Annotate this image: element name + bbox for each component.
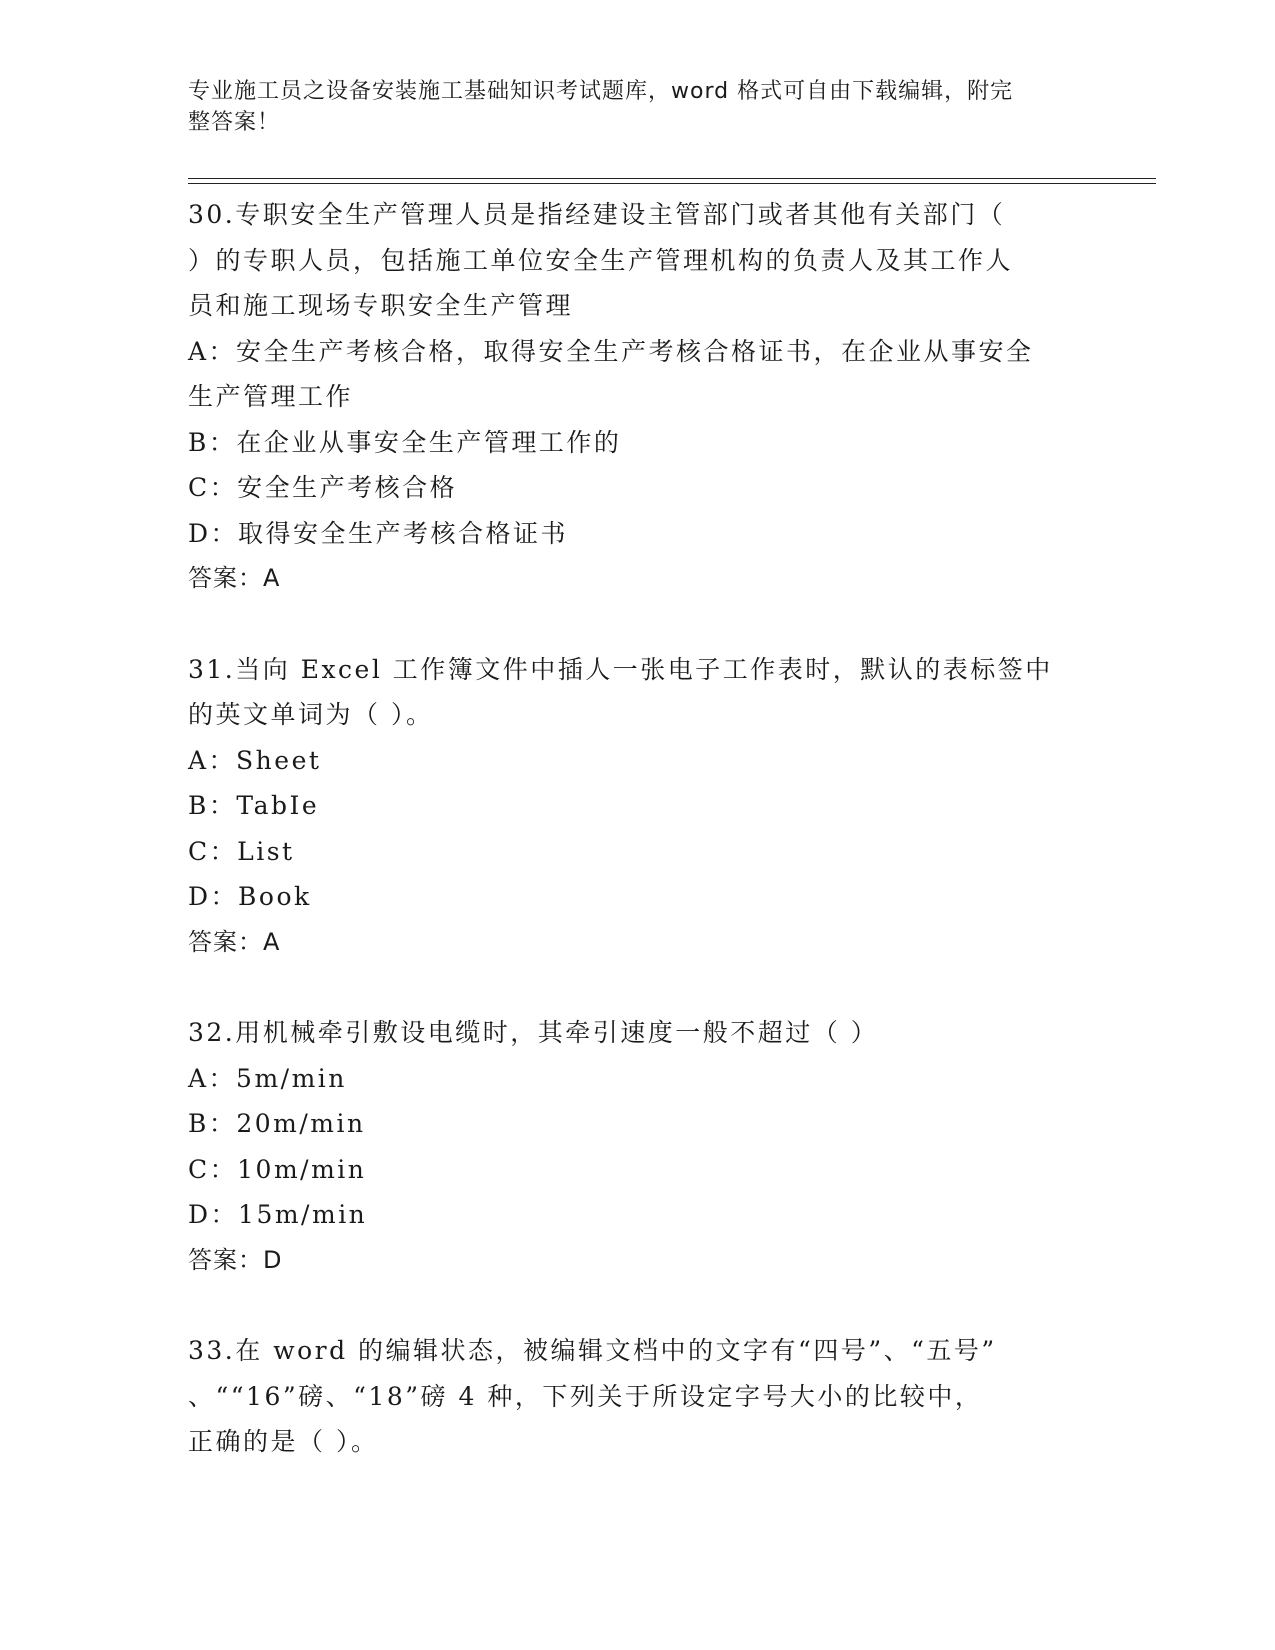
question-stem [188,647,1088,738]
stem-line: 30.专职安全生产管理人员是指经建设主管部门或者其他有关部门（ [188,200,1006,229]
option-d: D：取得安全生产考核合格证书 [188,518,569,548]
stem-line: 正确的是（ ）。 [188,1427,379,1456]
question-list [188,192,1088,1465]
stem-line: 32.用机械牵引敷设电缆时，其牵引速度一般不超过（ ） [188,1018,879,1047]
header-line-2: 整答案！ [188,110,281,135]
answer-line: 答案：A [188,564,281,592]
stem-line: ）的专职人员，包括施工单位安全生产管理机构的负责人及其工作人 [188,245,1014,275]
option-c: C：List [188,836,295,866]
document-header [188,76,1068,138]
option-a: A：5m/min [188,1063,347,1093]
option-c: C：安全生产考核合格 [188,473,458,502]
answer-line: 答案：D [188,1245,283,1274]
option-b: B：TabIe [188,791,320,820]
question-stem [188,1328,1088,1465]
option-b: B：在企业从事安全生产管理工作的 [188,427,622,457]
option-c: C：10m/min [188,1154,367,1184]
header-divider-top [188,178,1156,179]
question-30 [188,192,1088,602]
option-b: B：20m/min [188,1109,366,1138]
question-stem [188,192,1088,329]
option-d: D：15m/min [188,1200,368,1229]
header-line-1: 专业施工员之设备安装施工基础知识考试题库，word 格式可自由下载编辑，附完 [188,79,1014,104]
stem-line: 员和施工现场专职安全生产管理 [188,291,574,320]
option-d: D：Book [188,882,312,911]
question-32 [188,1010,1088,1283]
stem-line: 33.在 word 的编辑状态，被编辑文档中的文字有“四号”、“五号” [188,1336,997,1365]
question-31 [188,647,1088,966]
stem-line: 、““16”磅、“18”磅 4 种，下列关于所设定字号大小的比较中， [188,1381,983,1411]
option-a-continued: 生产管理工作 [188,382,354,411]
stem-line: 的英文单词为（ ）。 [188,700,434,729]
option-a: A：安全生产考核合格，取得安全生产考核合格证书，在企业从事安全 [188,336,1034,366]
question-33 [188,1328,1088,1465]
option-a: A：Sheet [188,745,322,775]
header-divider-bottom [188,183,1156,184]
question-stem [188,1010,1088,1056]
stem-line: 31.当向 Excel 工作簿文件中插人一张电子工作表时，默认的表标签中 [188,654,1053,684]
answer-line: 答案：A [188,927,281,956]
